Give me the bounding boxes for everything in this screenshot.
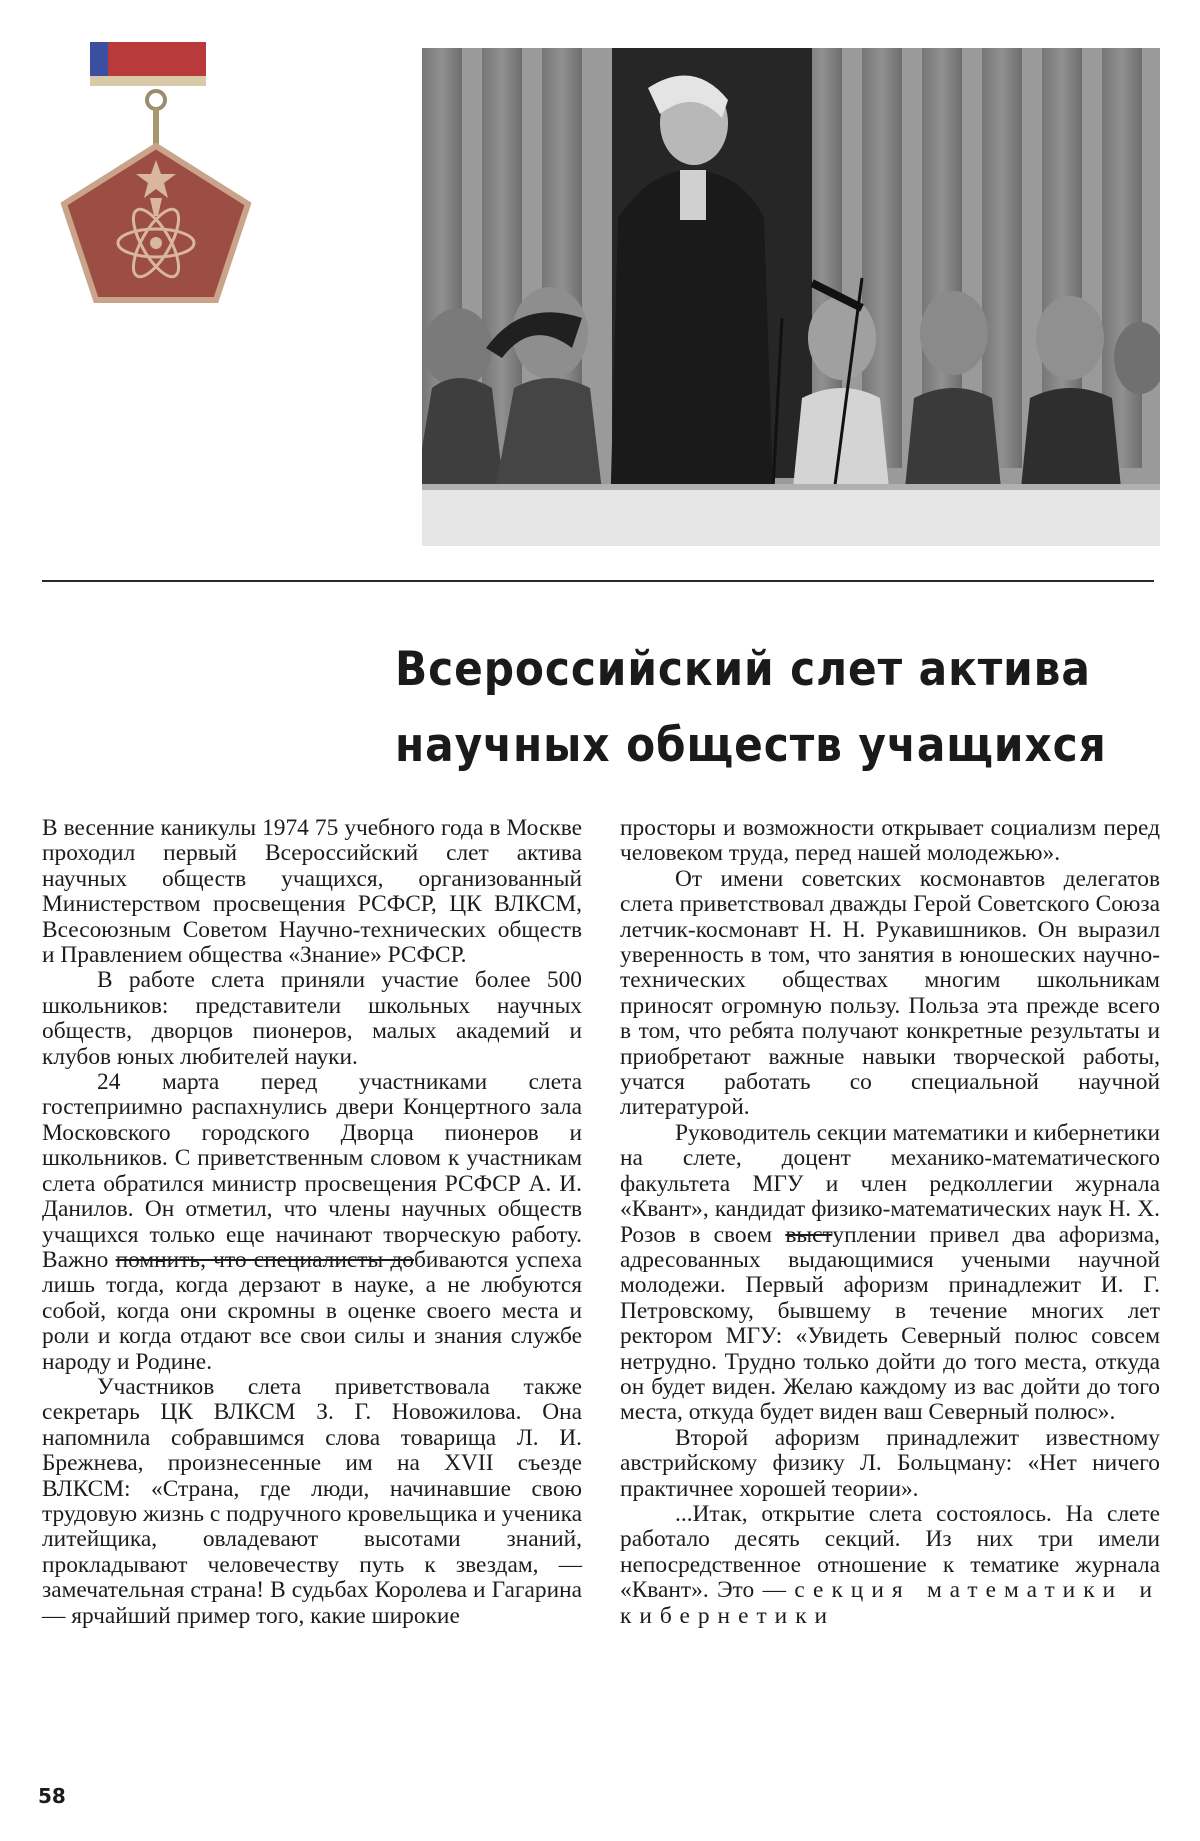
article-title	[395, 632, 1107, 784]
paragraph: В работе слета приняли участие более 500 школьников: представители школьных научных обществ, дворцов пионеров, малых академий и клубов юных любителей науки.	[42, 967, 582, 1070]
struck-text: выст	[785, 1221, 833, 1248]
presidium-photo	[422, 48, 1160, 546]
paragraph	[620, 1502, 1160, 1629]
medal-badge-icon	[58, 38, 258, 308]
paragraph: В весенние каникулы 1974 75 учебного года в Москве проходил первый Всероссийский слет актива научных обществ учащихся, организованный Министерством просвещения РСФСР, ЦК ВЛКСМ, Всесоюзным Советом Научно-технических обществ и Правлением общества «Знание» РСФСР.	[42, 815, 582, 969]
paragraph-text: уплении привел два афоризма, адресованных выдающимися учеными научной молодежи. Первый афоризм принадлежит И. Г. Петровскому, бывшему в течение многих лет ректором МГУ: «Увидеть Северный полюс совсем нетрудно. Трудно только дойти до того места, откуда он будет виден. Желаю каждому из вас дойти до того места, откуда будет виден ваш Северный полюс».	[620, 1221, 1160, 1426]
spaced-text: секция математики и кибернетики	[620, 1577, 1160, 1629]
title-line-2: научных обществ учащихся	[395, 718, 1107, 773]
title-line-1: Всероссийский слет актива	[395, 642, 1091, 697]
paragraph-text: Руководитель секции математики и кибернетики на слете, доцент механико-математического факультета МГУ и член редколлегии журнала «Квант», кандидат физико-математических наук Н. Х. Розов в своем	[620, 1119, 1160, 1248]
paragraph: просторы и возможности открывает социализм перед человеком труда, перед нашей молодежью».	[620, 815, 1160, 867]
paragraph: От имени советских космонавтов делегатов слета приветствовал дважды Герой Советского Союза летчик-космонавт Н. Н. Рукавишников. Он выразил уверенность в том, что занятия в юношеских научно-технических обществах многим школьникам приносят огромную пользу. Польза эта прежде всего в том, что ребята получают конкретные результаты и приобретают важные навыки творческой работы, учатся работать со специальной научной литературой.	[620, 865, 1160, 1121]
paragraph-text: ...Итак, открытие слета состоялось. На слете работало десять секций. Из них три имели непосредственное отношение к тематике журнала «Квант». Это —	[620, 1500, 1160, 1604]
paragraph: Второй афоризм принадлежит известному австрийскому физику Л. Больцману: «Нет ничего практичнее хорошей теории».	[620, 1424, 1160, 1502]
paragraph-text: биваются успеха лишь тогда, когда дерзают в науке, а не любуются собой, когда они скромны в оценке своего места и роли и когда отдают все свои силы и знания службе народу и Родине.	[42, 1246, 582, 1375]
left-column	[42, 816, 582, 1629]
right-column	[620, 816, 1160, 1629]
paragraph	[42, 1070, 582, 1375]
struck-text: помнить, что специалисты до	[115, 1246, 414, 1273]
paragraph-text: 24 марта перед участниками слета гостеприимно распахнулись двери Концертного зала Московского городского Дворца пионеров и школьников. С приветственным словом к участникам слета обратился министр просвещения РСФСР А. И. Данилов. Он отметил, что члены научных обществ учащихся только еще начинают творческую работу. Важно	[42, 1069, 582, 1273]
section-divider	[42, 580, 1154, 582]
page-number: 58	[38, 1784, 66, 1808]
paragraph: Участников слета приветствовала также секретарь ЦК ВЛКСМ З. Г. Новожилова. Она напомнила собравшимся слова товарища Л. И. Брежнева, произнесенные им на XVII съезде ВЛКСМ: «Страна, где люди, начинавшие свою трудовую жизнь с подручного кровельщика и ученика литейщика, овладевают высотами знаний, прокладывают человечеству путь к звездам, — замечательная страна! В судьбах Королева и Гагарина — ярчайший пример того, какие широкие	[42, 1373, 582, 1629]
paragraph	[620, 1121, 1160, 1426]
